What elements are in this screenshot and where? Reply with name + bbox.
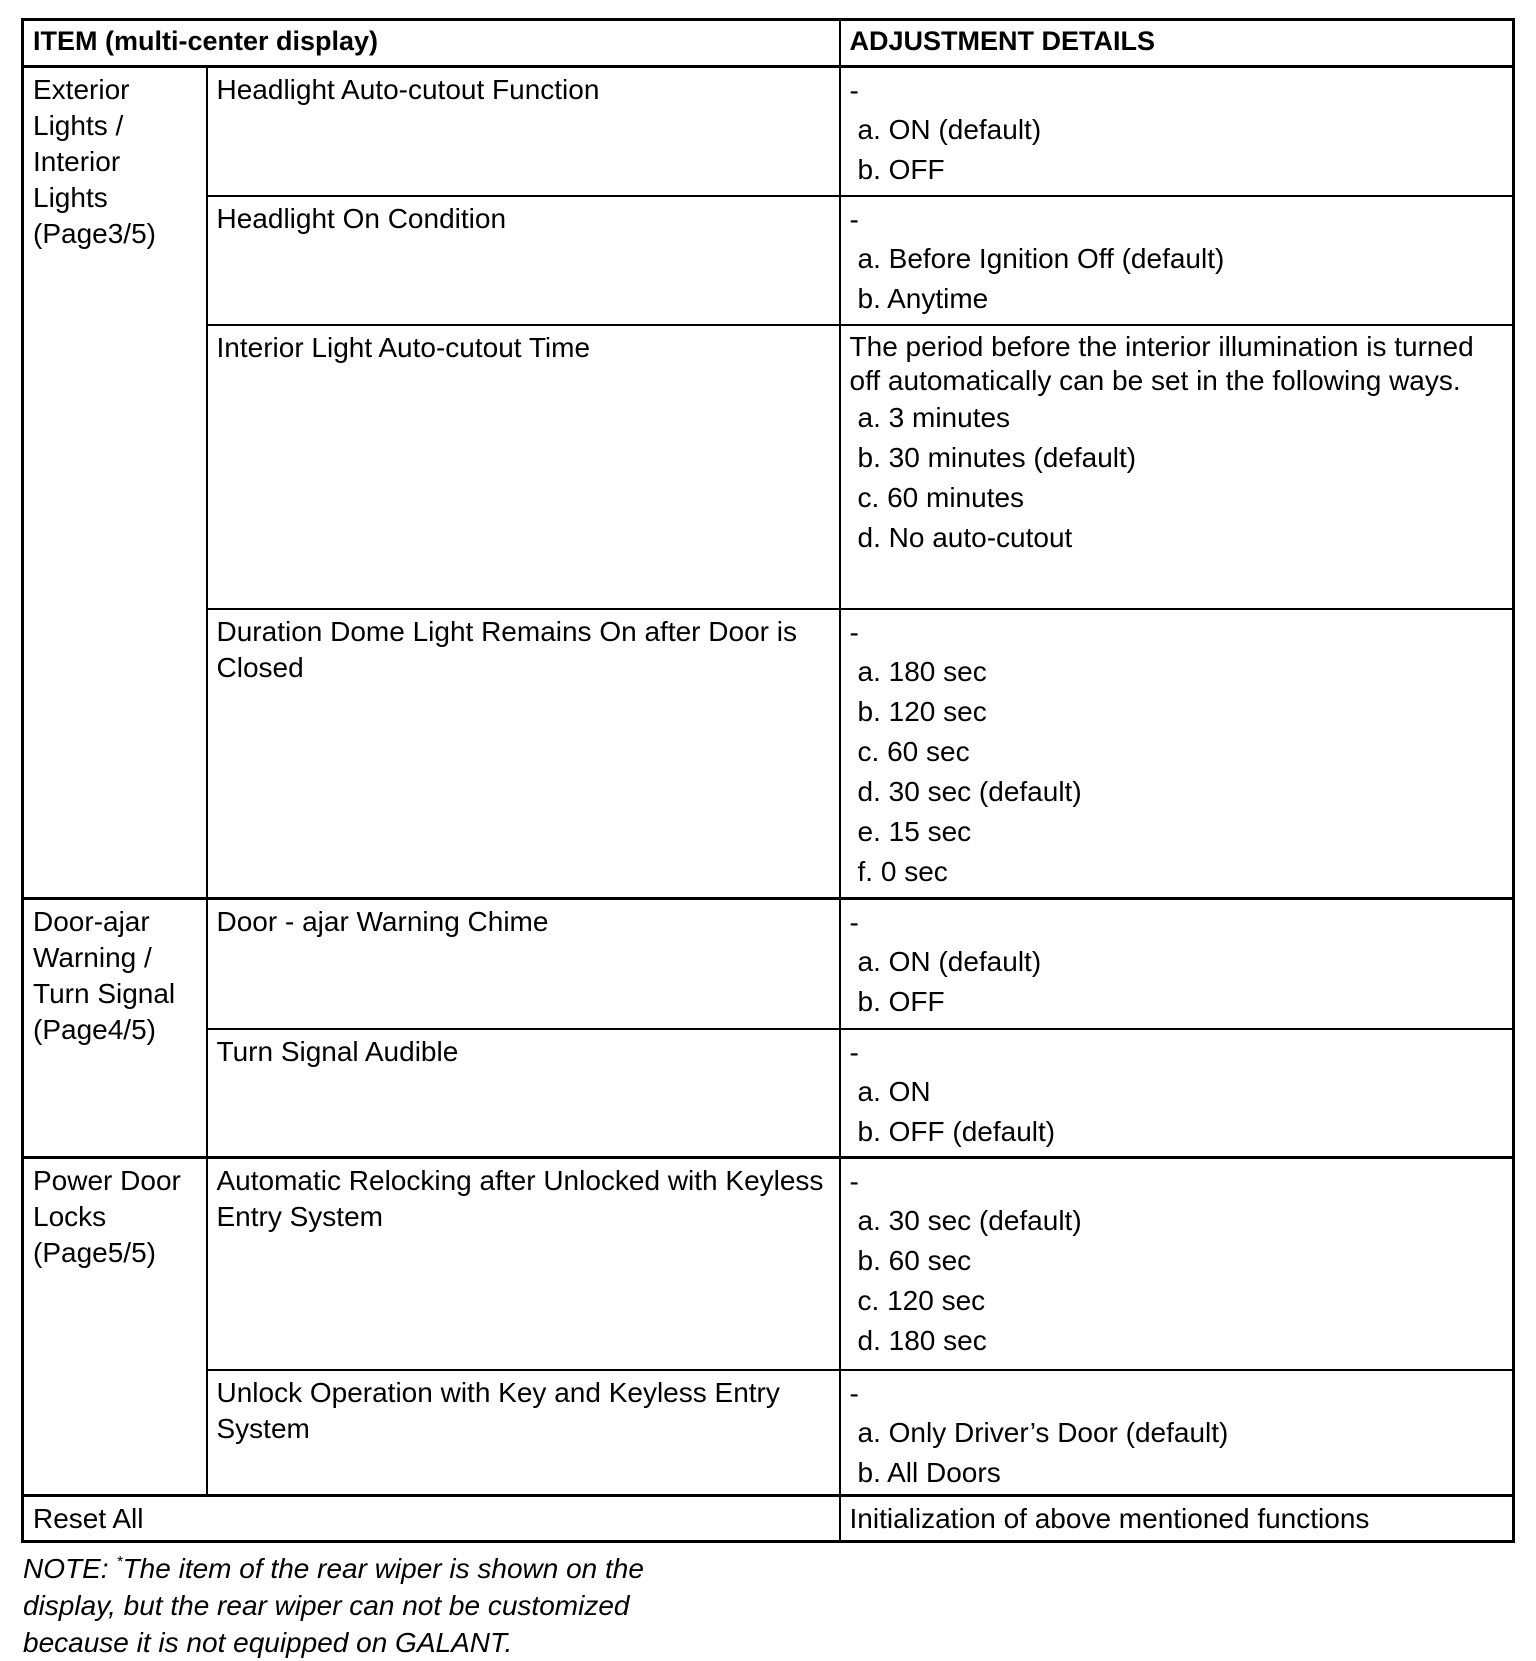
item-name: Door - ajar Warning Chime [207, 899, 840, 1029]
option-item: e. 15 sec [857, 815, 972, 847]
option-item: d. 180 sec [857, 1325, 987, 1356]
item-name: Turn Signal Audible [207, 1029, 840, 1158]
table-row [23, 196, 1514, 325]
option-item: b. 120 sec [857, 695, 987, 727]
item-name: Duration Dome Light Remains On after Door is Closed [207, 609, 840, 899]
option-item: d. 30 sec (default) [857, 775, 1082, 807]
option-item: b. OFF [857, 154, 945, 185]
reset-row [23, 1496, 1514, 1542]
item-name: Interior Light Auto-cutout Time [207, 325, 840, 609]
item-name: Headlight Auto-cutout Function [207, 67, 840, 196]
adjustment-details [840, 609, 1514, 899]
group-label: Exterior Lights / Interior Lights (Page3/5) [23, 67, 207, 899]
details-intro: - [849, 1166, 859, 1197]
option-item: c. 120 sec [857, 1285, 986, 1316]
option-item: b. 30 minutes (default) [857, 441, 1137, 473]
note-mark: * [116, 1554, 123, 1571]
option-item: a. Before Ignition Off (default) [857, 242, 1225, 274]
item-name: Headlight On Condition [207, 196, 840, 325]
note-prefix: NOTE: [23, 1553, 117, 1584]
adjustment-details [840, 67, 1514, 196]
option-item: b. OFF (default) [857, 1115, 1056, 1147]
option-item: a. 3 minutes [857, 401, 1011, 433]
header-details: ADJUSTMENT DETAILS [840, 20, 1514, 67]
details-intro: - [849, 203, 859, 235]
option-item: a. 30 sec (default) [857, 1205, 1082, 1236]
option-item: b. Anytime [857, 282, 989, 314]
option-item: b. All Doors [857, 1456, 1001, 1488]
details-intro: - [849, 75, 859, 106]
table-row [23, 1029, 1514, 1158]
option-item: f. 0 sec [857, 855, 948, 887]
option-item: c. 60 minutes [857, 481, 1025, 513]
details-intro: - [849, 1377, 859, 1409]
adjustment-details [840, 196, 1514, 325]
reset-details: Initialization of above mentioned functions [840, 1496, 1514, 1542]
details-intro: - [849, 907, 859, 938]
footnote [23, 1550, 743, 1661]
adjustment-details [840, 1158, 1514, 1370]
details-intro: - [849, 1036, 859, 1068]
item-name: Automatic Relocking after Unlocked with Keyless Entry System [207, 1158, 840, 1370]
table-row [23, 67, 1514, 196]
table-row [23, 609, 1514, 899]
settings-table [21, 18, 1515, 1543]
item-name: Unlock Operation with Key and Keyless Entry System [207, 1370, 840, 1496]
option-item: a. ON (default) [857, 946, 1042, 977]
group-label: Power Door Locks (Page5/5) [23, 1158, 207, 1496]
option-item: a. 180 sec [857, 655, 987, 687]
option-item: d. No auto-cutout [857, 521, 1073, 553]
table-row [23, 325, 1514, 609]
option-item: a. ON (default) [857, 114, 1042, 145]
option-item: c. 60 sec [857, 735, 970, 767]
note-text: The item of the rear wiper is shown on the display, but the rear wiper can not be customized because it is not equipped on GALANT. [23, 1553, 644, 1658]
option-item: b. OFF [857, 986, 945, 1017]
option-item: a. ON [857, 1075, 931, 1107]
details-intro: - [849, 616, 859, 648]
header-item: ITEM (multi-center display) [23, 20, 840, 67]
table-row [23, 1158, 1514, 1370]
group-label: Door-ajar Warning / Turn Signal (Page4/5) [23, 899, 207, 1158]
adjustment-details [840, 1029, 1514, 1158]
option-item: b. 60 sec [857, 1245, 972, 1276]
details-intro: The period before the interior illumination is turned off automatically can be set in the following ways. [849, 330, 1474, 396]
table-row [23, 1370, 1514, 1496]
table-header [23, 20, 1514, 67]
adjustment-details [840, 899, 1514, 1029]
table-row [23, 899, 1514, 1029]
option-item: a. Only Driver’s Door (default) [857, 1416, 1229, 1448]
adjustment-details [840, 325, 1514, 609]
reset-item: Reset All [23, 1496, 840, 1542]
adjustment-details [840, 1370, 1514, 1496]
